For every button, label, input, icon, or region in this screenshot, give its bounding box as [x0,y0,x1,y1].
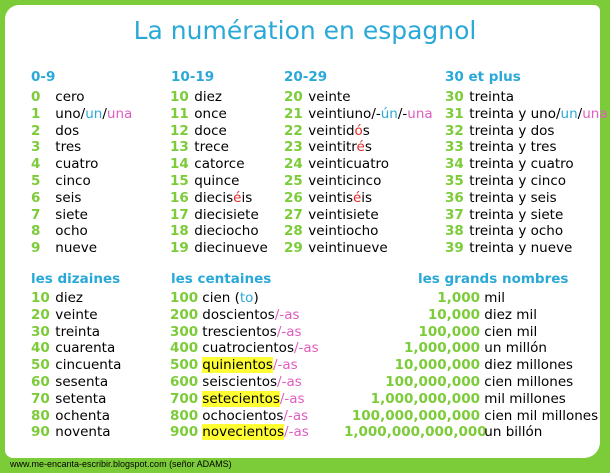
number-row [344,307,598,324]
number-word: /-as [283,407,309,424]
number-row [284,173,433,190]
number-row [31,408,121,425]
number-value: 40 [31,340,50,357]
number-row [284,240,433,257]
number-row [31,290,121,307]
number-word: é [352,189,362,206]
number-value: 9 [31,240,41,257]
number-row [344,391,598,408]
number-word: /-as [284,424,309,441]
number-word: treinta y uno [469,105,556,122]
number-value: 1,000,000 [403,340,480,357]
number-value: 1,000,000,000,000 [344,424,487,441]
number-word: /-as [274,306,300,323]
number-value: 28 [284,223,303,240]
column-teens [170,89,268,257]
number-value: 20 [31,306,50,323]
number-word: quinientos [202,357,273,374]
number-row [170,424,319,441]
number-row [170,290,319,307]
number-word: setecientos [202,390,280,407]
number-row [344,424,598,441]
number-word: mil millones [484,390,566,407]
number-value: 12 [170,122,189,139]
number-value: 38 [445,223,464,240]
number-word: cuatrocientos [202,340,294,357]
number-word: nueve [55,240,98,257]
number-word: veinte [55,306,98,323]
number-value: 600 [170,373,199,390]
page-title: La numération en espagnol [133,16,477,45]
number-value: 14 [170,156,189,173]
number-word: cien millones [484,373,574,390]
number-row [170,223,268,240]
header-10-19: 10-19 [171,69,215,85]
number-word: é [356,139,365,156]
number-word: treinta y cuatro [469,156,574,173]
number-value: 3 [31,139,41,156]
number-value: 1,000 [437,290,480,306]
number-row [170,340,319,357]
number-value: 31 [445,105,464,122]
number-word: treinta y nueve [469,240,573,257]
number-value: 0 [31,89,41,105]
number-value: 500 [170,357,199,374]
number-row [445,89,608,106]
number-word: diez [194,89,223,105]
number-word: / [102,105,107,122]
number-value: 1,000,000,000 [370,390,480,407]
number-word: uno [55,105,81,122]
header-centaines: les centaines [171,271,272,287]
number-value: 37 [445,206,464,223]
number-row [344,357,598,374]
number-word: setenta [55,390,107,407]
column-units [31,89,132,257]
number-row [284,123,433,140]
number-value: 23 [284,139,303,156]
number-word: quince [194,172,240,189]
number-word: ocho [55,223,88,240]
column-thirties [445,89,608,257]
number-word: is [361,189,373,206]
number-word: treinta [55,323,101,340]
number-word: cien ( [202,290,240,306]
number-word: cero [55,89,85,105]
number-word: mil [484,290,505,306]
number-row [170,307,319,324]
number-word: /-as [276,323,302,340]
number-value: 1 [31,105,41,122]
number-word: veinticuatro [308,156,390,173]
number-word: un [560,105,578,122]
number-word: treinta [469,89,515,105]
number-word: diecinueve [194,240,268,257]
number-value: 700 [170,390,199,407]
number-value: 35 [445,172,464,189]
column-hundreds [170,290,319,441]
number-row [170,123,268,140]
number-word: dos [55,122,80,139]
number-word: ochenta [55,407,110,424]
number-row [31,89,132,106]
column-big-numbers [344,290,598,441]
number-value: 100,000,000,000 [351,407,480,424]
header-dizaines: les dizaines [31,271,121,287]
number-row [31,190,132,207]
number-word: novecientos [202,424,285,441]
number-value: 8 [31,223,41,240]
number-row [31,340,121,357]
number-row [31,374,121,391]
number-word: catorce [194,156,245,173]
number-row [445,207,608,224]
number-word: cien mil millones [484,407,599,424]
number-value: 20 [284,89,303,105]
number-word: cuatro [55,156,99,173]
number-word: cuarenta [55,340,116,357]
number-word: diecis [194,189,234,206]
number-value: 60 [31,373,50,390]
number-word: veintid [308,122,355,139]
number-value: 30 [31,323,50,340]
number-word: treinta y siete [469,206,564,223]
number-word: noventa [55,424,111,441]
number-value: 17 [170,206,189,223]
number-value: 7 [31,206,41,223]
number-word: ún [380,105,398,122]
number-word: ó [354,122,363,139]
number-row [31,391,121,408]
number-word: once [194,105,227,122]
number-word: un billón [484,424,543,441]
number-row [445,190,608,207]
number-value: 16 [170,189,189,206]
number-value: 4 [31,156,41,173]
number-word: veinte [308,89,351,105]
number-row [170,357,319,374]
number-word: veintitr [308,139,357,156]
number-word: /-as [272,357,298,374]
number-row [284,223,433,240]
number-row [170,324,319,341]
number-row [344,324,598,341]
number-row [445,139,608,156]
number-value: 15 [170,172,189,189]
number-value: 5 [31,172,41,189]
number-row [284,207,433,224]
number-word: doce [194,122,227,139]
number-value: 25 [284,172,303,189]
number-row [31,106,132,123]
number-row [284,106,433,123]
number-row [170,391,319,408]
number-value: 21 [284,105,303,122]
number-row [344,340,598,357]
footer-credit: www.me-encanta-escribir.blogspot.com (señor ADAMS) [10,459,232,469]
number-row [344,290,598,307]
number-word: veintis [308,189,353,206]
number-value: 22 [284,122,303,139]
number-word: cincuenta [55,357,122,374]
number-row [31,424,121,441]
number-word: s [364,139,372,156]
number-word: veintinueve [308,240,388,257]
number-row [445,106,608,123]
number-word: cinco [55,172,91,189]
number-value: 800 [170,407,199,424]
number-row [445,123,608,140]
number-row [31,223,132,240]
number-word: veinticinco [308,172,382,189]
number-value: 13 [170,139,189,156]
number-word: seiscientos [202,373,278,390]
number-row [445,240,608,257]
number-word: /-as [279,390,305,407]
number-word: s [362,122,370,139]
header-20-29: 20-29 [284,69,328,85]
number-row [170,173,268,190]
number-word: veintiuno [308,105,372,122]
number-row [445,223,608,240]
number-value: 34 [445,156,464,173]
number-row [170,89,268,106]
header-grands-nombres: les grands nombres [418,271,569,287]
number-word: cien mil [484,323,538,340]
number-row [31,307,121,324]
number-word: é [233,189,242,206]
number-word: dieciocho [194,223,259,240]
number-word: /-as [293,340,319,357]
number-word: tres [55,139,82,156]
number-value: 26 [284,189,303,206]
number-value: 30 [445,89,464,105]
number-word: /- [397,105,408,122]
number-value: 100,000 [418,323,480,340]
number-word: veintisiete [308,206,379,223]
number-word: /- [371,105,381,122]
number-row [445,173,608,190]
number-row [445,156,608,173]
number-value: 39 [445,240,464,257]
number-row [284,89,433,106]
number-word: un millón [484,340,547,357]
number-value: 90 [31,424,50,441]
number-row [31,324,121,341]
number-value: 19 [170,240,189,257]
number-value: 6 [31,189,41,206]
number-row [284,139,433,156]
number-row [31,156,132,173]
number-word: to [239,290,254,306]
number-row [31,139,132,156]
number-row [31,173,132,190]
number-word: diecisiete [194,206,259,223]
number-word: ) [253,290,259,306]
number-value: 70 [31,390,50,407]
column-twenties [284,89,433,257]
column-tens [31,290,121,441]
number-value: 400 [170,340,199,357]
number-row [170,139,268,156]
number-word: veintiocho [308,223,379,240]
number-word: una [407,105,433,122]
number-word: is [241,189,253,206]
number-value: 27 [284,206,303,223]
number-value: 10 [31,290,50,306]
number-value: 200 [170,306,199,323]
number-word: treinta y dos [469,122,555,139]
number-word: doscientos [202,306,275,323]
number-value: 10 [170,89,189,105]
number-value: 10,000,000 [394,357,480,374]
number-word: / [555,105,561,122]
number-row [31,207,132,224]
number-word: un [85,105,103,122]
number-row [170,408,319,425]
number-word: /-as [277,373,302,390]
number-word: diez mil [484,306,537,323]
number-word: sesenta [55,373,109,390]
number-row [170,207,268,224]
number-word: / [80,105,86,122]
number-value: 900 [170,424,199,441]
number-word: diez millones [484,357,573,374]
number-word: treinta y ocho [469,223,564,240]
number-value: 11 [170,105,189,122]
number-row [170,190,268,207]
number-value: 100,000,000 [385,373,480,390]
number-word: trescientos [202,323,277,340]
number-word: / [577,105,583,122]
number-row [170,156,268,173]
number-row [284,156,433,173]
number-word: seis [55,189,82,206]
number-value: 29 [284,240,303,257]
number-row [170,106,268,123]
number-word: diez [55,290,84,306]
number-row [31,357,121,374]
number-word: ochocientos [202,407,284,424]
number-word: una [582,105,608,122]
number-value: 300 [170,323,199,340]
number-row [31,123,132,140]
number-value: 100 [170,290,199,306]
number-word: treinta y cinco [469,172,567,189]
number-value: 24 [284,156,303,173]
number-word: treinta y seis [469,189,557,206]
number-row [170,374,319,391]
number-row [284,190,433,207]
number-value: 36 [445,189,464,206]
number-word: trece [194,139,229,156]
number-row [170,240,268,257]
number-word: treinta y tres [469,139,557,156]
number-row [31,240,132,257]
number-word: una [106,105,133,122]
number-value: 33 [445,139,464,156]
number-value: 80 [31,407,50,424]
header-30-plus: 30 et plus [445,69,521,85]
number-row [344,374,598,391]
number-row [344,408,598,425]
number-value: 18 [170,223,189,240]
number-word: siete [55,206,88,223]
header-0-9: 0-9 [31,69,56,85]
number-value: 50 [31,357,50,374]
number-value: 32 [445,122,464,139]
number-value: 2 [31,122,41,139]
number-value: 10,000 [427,306,480,323]
